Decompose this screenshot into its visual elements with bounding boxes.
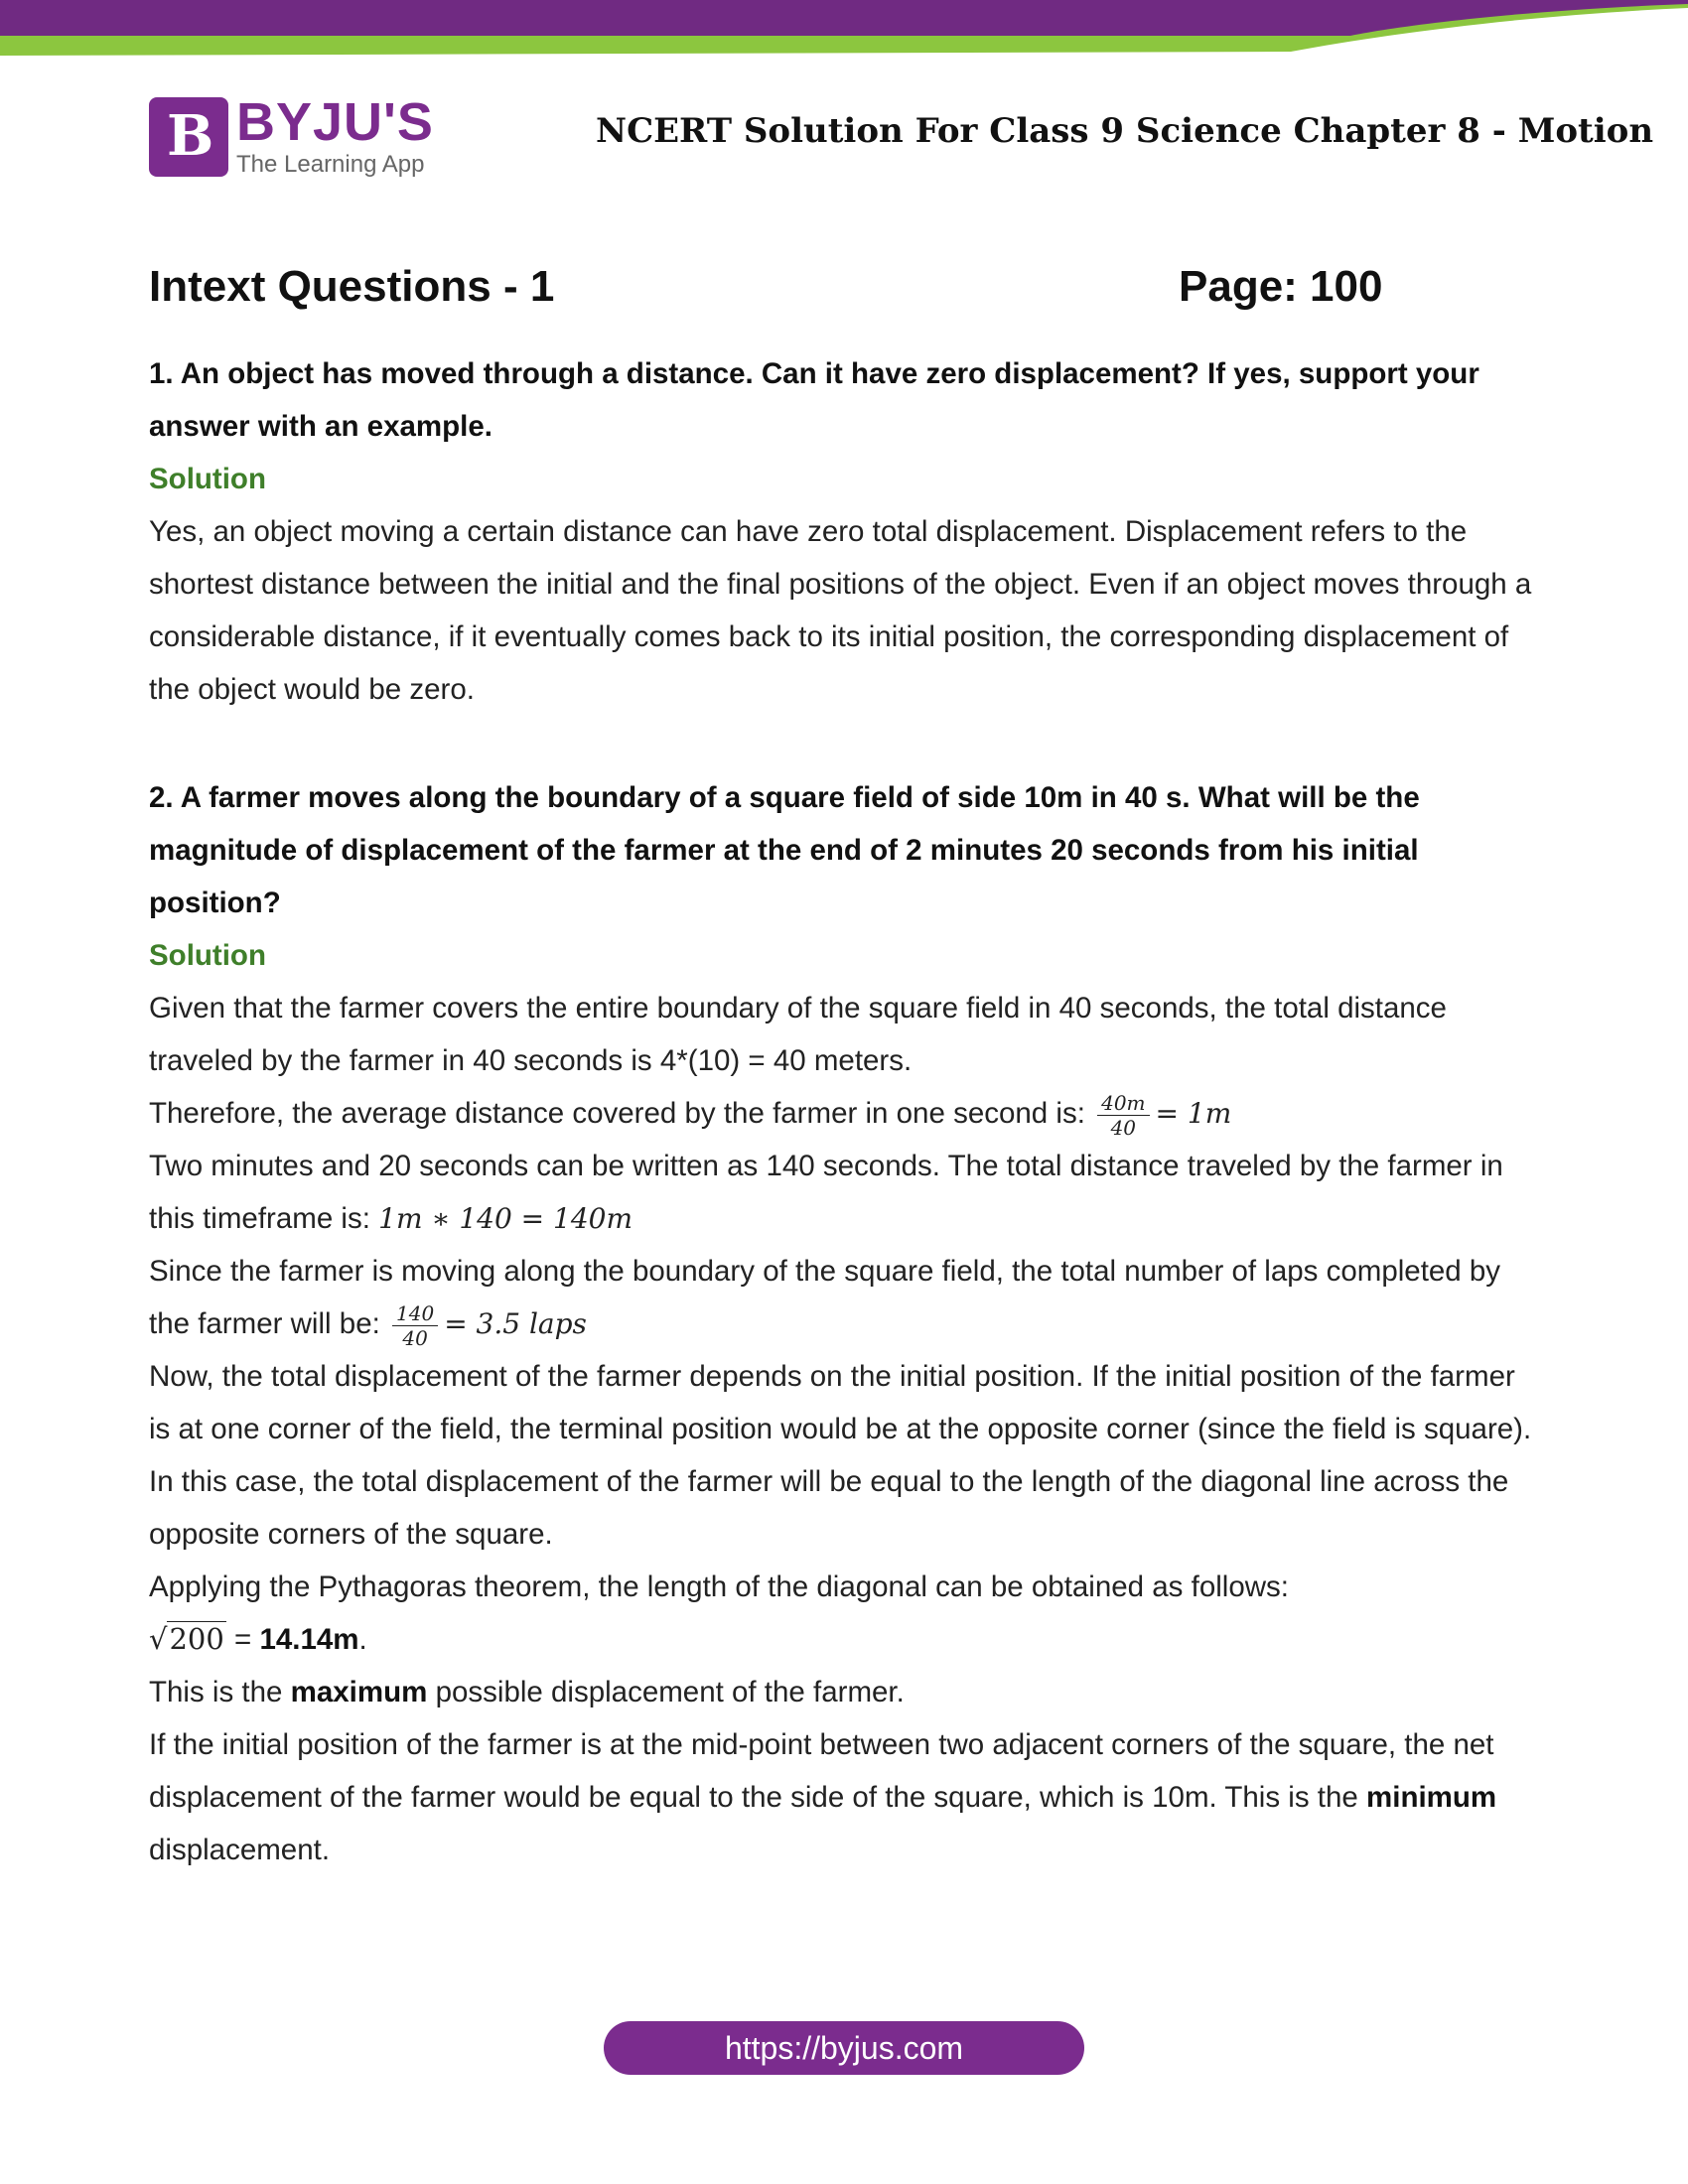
answer-2-p9: This is the maximum possible displacement of the farmer. xyxy=(149,1676,905,1708)
footer-website-link[interactable]: https://byjus.com xyxy=(604,2021,1084,2075)
answer-2-p2-text: Therefore, the average distance covered by the farmer in one second is: xyxy=(149,1097,1094,1130)
question-1: 1. An object has moved through a distance. Can it have zero displacement? If yes, support your answer with an example. xyxy=(149,357,1479,443)
question-2: 2. A farmer moves along the boundary of a square field of side 10m in 40 s. What will be the magnitude of displacement of the farmer at the end of 2 minutes 20 seconds from his initial position? xyxy=(149,781,1420,919)
answer-2-p3-text: Two minutes and 20 seconds can be written as 140 seconds. The total distance traveled by the farmer in this timeframe is: xyxy=(149,1150,1503,1235)
top-decorative-band xyxy=(0,0,1688,60)
solution-label-2: Solution xyxy=(149,939,266,972)
answer-2-p1: Given that the farmer covers the entire boundary of the square field in 40 seconds, the total distance traveled by the farmer in 40 seconds is 4*(10) = 40 meters. xyxy=(149,992,1447,1077)
math-laps-result: = 3.5 laps xyxy=(444,1307,587,1340)
byjus-logo xyxy=(149,92,437,179)
answer-2-p8: √200 = 14.14m. xyxy=(149,1622,367,1656)
math-speed-result: = 1m xyxy=(1155,1097,1232,1130)
solution-label-1: Solution xyxy=(149,463,266,495)
math-distance: 1m ∗ 140 = 140m xyxy=(378,1202,633,1235)
answer-2-p3 xyxy=(149,1140,1539,1245)
square-root: √200 xyxy=(149,1622,224,1656)
answer-2-p10: If the initial position of the farmer is at the mid-point between two adjacent corners of the square, the net displacement of the farmer would be equal to the side of the square, which is 10m. This is the minimum displacement. xyxy=(149,1728,1497,1866)
spacer xyxy=(149,716,1539,771)
answer-2-p6: In this case, the total displacement of the farmer will be equal to the length of the diagonal line across the opposite corners of the square. xyxy=(149,1465,1509,1551)
fraction-laps: $\frac{140}{40}$ xyxy=(392,1301,438,1350)
answer-2-p4-text: Since the farmer is moving along the boundary of the square field, the total number of laps completed by the farmer will be: xyxy=(149,1255,1501,1340)
logo-tagline: The Learning App xyxy=(236,151,425,178)
answer-1: Yes, an object moving a certain distance can have zero total displacement. Displacement refers to the shortest distance between the initial and the final positions of the object. Even if an object moves through a considerable distance, if it eventually comes back to its initial position, the corresponding displacement of the object would be zero. xyxy=(149,515,1532,706)
logo-mark: B xyxy=(149,97,228,177)
diagonal-value: 14.14m xyxy=(259,1623,359,1656)
page-number: Page: 100 xyxy=(1179,262,1383,311)
answer-2-p2 xyxy=(149,1087,1539,1140)
fraction-speed: $\frac{40m}{40}$ xyxy=(1097,1091,1149,1140)
document-body xyxy=(149,347,1539,1876)
answer-2-p4 xyxy=(149,1245,1539,1350)
document-title: NCERT Solution For Class 9 Science Chapter 8 - Motion xyxy=(596,111,1654,151)
section-title: Intext Questions - 1 xyxy=(149,262,555,311)
answer-2-p7: Applying the Pythagoras theorem, the length of the diagonal can be obtained as follows: xyxy=(149,1570,1289,1603)
answer-2-p5: Now, the total displacement of the farmer depends on the initial position. If the initial position of the farmer is at one corner of the field, the terminal position would be at the opposite corner (since the field is square). xyxy=(149,1360,1532,1445)
logo-name: BYJU'S xyxy=(236,92,434,152)
